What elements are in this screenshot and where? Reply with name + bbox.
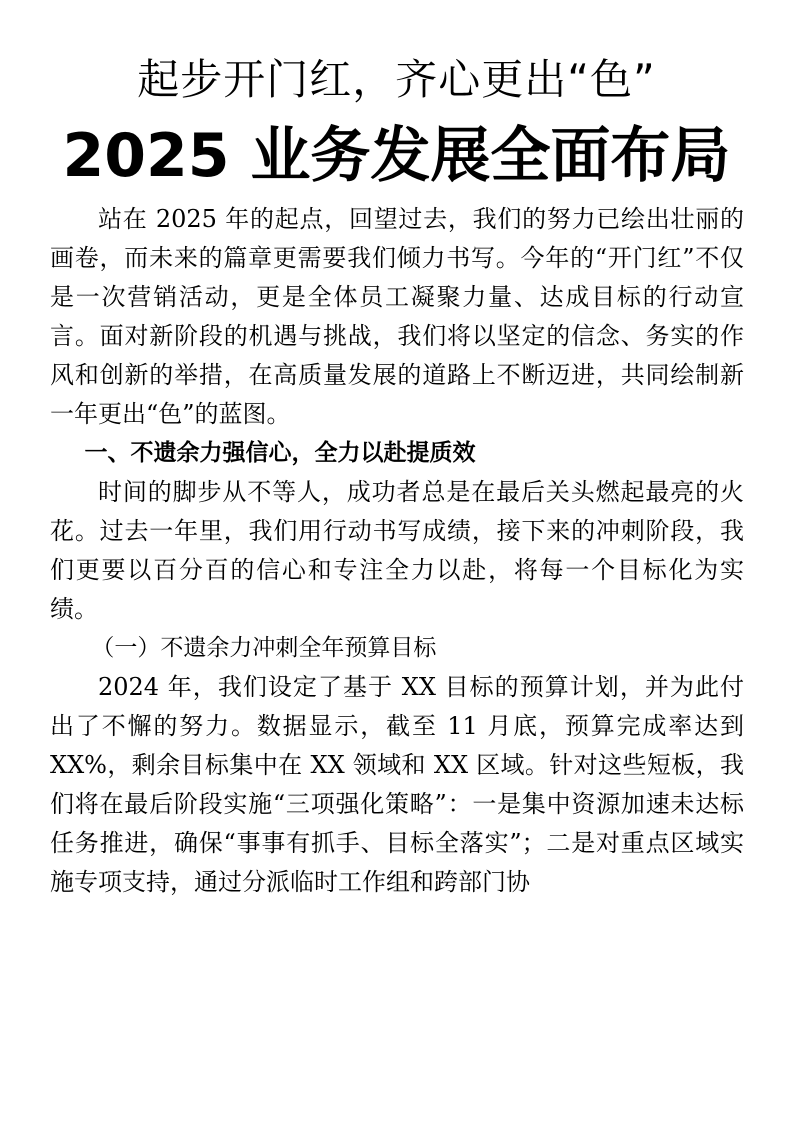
document-title: 2025 业务发展全面布局 (62, 121, 731, 191)
section-1-heading: 一、不遗余力强信心，全力以赴提质效 (84, 440, 476, 466)
subsection-1-heading: （一）不遗余力冲刺全年预算目标 (91, 635, 437, 661)
document-body (50, 200, 744, 902)
document-subtitle: 起步开门红，齐心更出“色” (137, 55, 656, 104)
intro-paragraph: 站在 2025 年的起点，回望过去，我们的努力已绘出壮丽的画卷，而未来的篇章更需要我们倾力书写。今年的“开门红”不仅是一次营销活动，更是全体员工凝聚力量、达成目标的行动宣言。面对新阶段的机遇与挑战，我们将以坚定的信念、务实的作风和创新的举措，在高质量发展的道路上不断迈进，共同绘制新一年更出“色”的蓝图。 (50, 205, 744, 428)
subsection-1-paragraph: 2024 年，我们设定了基于 XX 目标的预算计划，并为此付出了不懈的努力。数据显示，截至 11 月底，预算完成率达到 XX%，剩余目标集中在 XX 领域和 XX 区域。针对这些短板，我们将在最后阶段实施“三项强化策略”：一是集中资源加速未达标任务推进，确保“事事有抓手、目标全落实”；二是对重点区域实施专项支持，通过分派临时工作组和跨部门协 (50, 673, 744, 896)
section-1-paragraph: 时间的脚步从不等人，成功者总是在最后关头燃起最亮的火花。过去一年里，我们用行动书写成绩，接下来的冲刺阶段，我们更要以百分百的信心和专注全力以赴，将每一个目标化为实绩。 (50, 478, 744, 623)
